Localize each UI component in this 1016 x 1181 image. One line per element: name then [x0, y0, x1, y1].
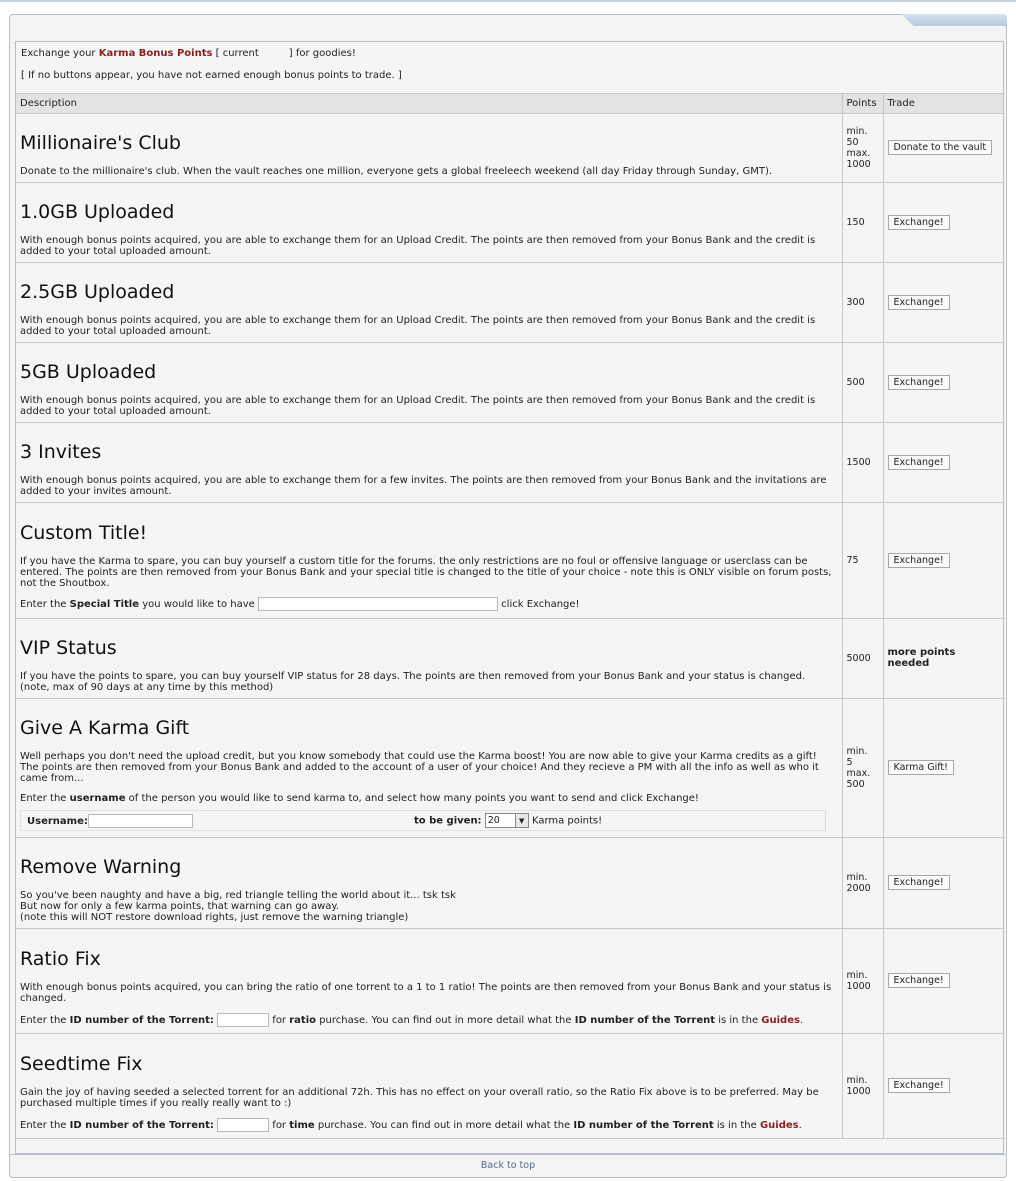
points-cell: 300 [842, 262, 883, 342]
trade-cell [883, 1033, 1003, 1138]
username-label: Username: [27, 815, 88, 827]
chevron-down-icon: ▼ [515, 814, 528, 827]
row-description: Donate to the millionaire's club. When the vault reaches one million, everyone gets a global freeleech weekend (all day Friday through Sunday, GMT). [20, 165, 773, 177]
description-cell [16, 422, 842, 502]
table-row [16, 262, 1003, 342]
points-cell: 150 [842, 182, 883, 262]
table-row [16, 698, 1003, 837]
row-description: With enough bonus points acquired, you are able to exchange them for a few invites. The points are then removed from your Bonus Bank and the invitations are added to your invites amount. [20, 474, 827, 497]
intro-section [16, 42, 1003, 94]
karma-gift-button[interactable]: Karma Gift! [888, 760, 954, 775]
points-cell: min. 50 max. 1000 [842, 113, 883, 182]
username-group [27, 814, 414, 828]
points-cell: min. 2000 [842, 837, 883, 928]
description-cell [16, 698, 842, 837]
exchange-invites-button[interactable]: Exchange! [888, 455, 950, 470]
table-row [16, 1033, 1003, 1138]
row-description: If you have the Karma to spare, you can buy yourself a custom title for the forums. the only restrictions are no foul or offensive language or userclass can be entered. The points are then removed from your Bonus Bank and your special title is changed to the title of your choice - note this is ONLY visible on forum posts, not the Shoutbox. [20, 556, 832, 589]
header-trade: Trade [883, 94, 1003, 113]
row-description: So you've been naughty and have a big, red triangle telling the world about it... tsk tsk But now for only a few karma points, that warning can go away. (note this will NOT restore download rights, just remove the warning triangle) [20, 889, 456, 923]
trade-cell [883, 928, 1003, 1033]
karma-bonus-points-label: Karma Bonus Points [98, 48, 213, 59]
username-input[interactable] [88, 814, 193, 828]
description-cell [16, 342, 842, 422]
row-description: If you have the points to spare, you can buy yourself VIP status for 28 days. The points are then removed from your Bonus Bank and your status is changed. (note, max of 90 days at any time by this method) [20, 670, 806, 693]
intro-line-2: [ If no buttons appear, you have not earned enough bonus points to trade. ] [21, 70, 402, 81]
more-points-needed-text: more points needed [883, 618, 1003, 698]
description-cell [16, 113, 842, 182]
karma-exchange-table [16, 94, 1003, 1139]
to-be-given-label: to be given: [414, 815, 482, 827]
row-title: 5GB Uploaded [20, 360, 157, 383]
description-cell [16, 928, 842, 1033]
table-row [16, 928, 1003, 1033]
row-title: Give A Karma Gift [20, 717, 190, 739]
points-cell: 5000 [842, 618, 883, 698]
row-description: Gain the joy of having seeded a selected torrent for an additional 72h. This has no effect on your overall ratio, so the Ratio Fix above is to be preferred. May be purchased multiple times if you really really want to :) [20, 1086, 819, 1109]
row-title: Remove Warning [20, 855, 182, 878]
points-cell: 1500 [842, 422, 883, 502]
description-cell [16, 502, 842, 618]
karma-panel [15, 41, 1004, 1154]
exchange-remove-warning-button[interactable]: Exchange! [888, 875, 950, 890]
table-row [16, 422, 1003, 502]
row-title: VIP Status [20, 636, 117, 659]
footer [10, 1154, 1006, 1177]
exchange-2-5gb-button[interactable]: Exchange! [888, 295, 950, 310]
table-row [16, 837, 1003, 928]
row-description: Well perhaps you don't need the upload credit, but you know somebody that could use the Karma boost! You are now able to give your Karma credits as a gift! The points are then removed from your Bonus Bank and added to the account of a user of your choice! And they recieve a PM with all the info as well as who it came from... [20, 751, 819, 784]
header-points: Points [842, 94, 883, 113]
exchange-5gb-button[interactable]: Exchange! [888, 375, 950, 390]
ratio-torrent-id-input[interactable] [217, 1013, 269, 1027]
description-cell [16, 618, 842, 698]
seed-torrent-id-input[interactable] [217, 1118, 269, 1132]
exchange-seedtime-fix-button[interactable]: Exchange! [888, 1078, 950, 1093]
row-title: 1.0GB Uploaded [20, 200, 175, 223]
back-to-top-link[interactable]: Back to top [480, 1160, 536, 1171]
donate-to-vault-button[interactable]: Donate to the vault [888, 140, 993, 155]
points-select[interactable]: 20 ▼ [485, 813, 529, 828]
description-cell [16, 262, 842, 342]
exchange-1gb-button[interactable]: Exchange! [888, 215, 950, 230]
special-title-line: Enter the Special Title you would like to have click Exchange! [20, 599, 580, 610]
top-border-line [0, 0, 1016, 2]
trade-cell [883, 113, 1003, 182]
table-row [16, 113, 1003, 182]
frame-tab-decoration [901, 14, 1007, 26]
table-row [16, 182, 1003, 262]
exchange-custom-title-button[interactable]: Exchange! [888, 553, 950, 568]
gift-form-row [20, 810, 826, 831]
trade-cell [883, 262, 1003, 342]
row-title: 3 Invites [20, 440, 102, 463]
content-frame [9, 14, 1007, 1178]
table-row [16, 342, 1003, 422]
ratio-torrent-line: Enter the ID number of the Torrent: for ratio purchase. You can find out in more detail what the ID number of the Torrent is in the Guides. [20, 1014, 804, 1026]
row-title: Millionaire's Club [20, 131, 181, 154]
guides-link[interactable]: Guides [759, 1119, 799, 1131]
seed-torrent-line: Enter the ID number of the Torrent: for time purchase. You can find out in more detail what the ID number of the Torrent is in the Guides. [20, 1119, 802, 1131]
table-row [16, 502, 1003, 618]
row-description: With enough bonus points acquired, you are able to exchange them for an Upload Credit. The points are then removed from your Bonus Bank and the credit is added to your total uploaded amount. [20, 234, 816, 257]
points-cell: min. 1000 [842, 1033, 883, 1138]
points-given-group: to be given: 20 ▼ Karma points! [414, 815, 603, 827]
trade-cell [883, 698, 1003, 837]
description-cell [16, 182, 842, 262]
points-cell: 500 [842, 342, 883, 422]
trade-cell [883, 502, 1003, 618]
row-title: Custom Title! [20, 522, 148, 544]
row-title: Seedtime Fix [20, 1052, 143, 1075]
description-cell [16, 1033, 842, 1138]
row-description: With enough bonus points acquired, you are able to exchange them for an Upload Credit. The points are then removed from your Bonus Bank and the credit is added to your total uploaded amount. [20, 394, 816, 417]
exchange-ratio-fix-button[interactable]: Exchange! [888, 973, 950, 988]
intro-line-1: Exchange your Karma Bonus Points [ current ] for goodies! [21, 48, 356, 59]
special-title-input[interactable] [258, 597, 498, 611]
trade-cell [883, 182, 1003, 262]
header-description: Description [16, 94, 842, 113]
trade-cell [883, 837, 1003, 928]
points-cell: min. 1000 [842, 928, 883, 1033]
trade-cell [883, 422, 1003, 502]
table-row [16, 618, 1003, 698]
trade-cell [883, 342, 1003, 422]
row-description: With enough bonus points acquired, you are able to exchange them for an Upload Credit. The points are then removed from your Bonus Bank and the credit is added to your total uploaded amount. [20, 314, 816, 337]
points-cell: min. 5 max. 500 [842, 698, 883, 837]
row-title: 2.5GB Uploaded [20, 280, 175, 303]
row-title: Ratio Fix [20, 947, 101, 970]
table-header-row [16, 94, 1003, 113]
row-description: With enough bonus points acquired, you can bring the ratio of one torrent to a 1 to 1 ratio! The points are then removed from your Bonus Bank and your status is changed. [20, 981, 832, 1004]
guides-link[interactable]: Guides [761, 1014, 800, 1026]
description-cell [16, 837, 842, 928]
points-cell: 75 [842, 502, 883, 618]
gift-instruction: Enter the username of the person you would like to send karma to, and select how many points you want to send and click Exchange! [20, 793, 699, 804]
